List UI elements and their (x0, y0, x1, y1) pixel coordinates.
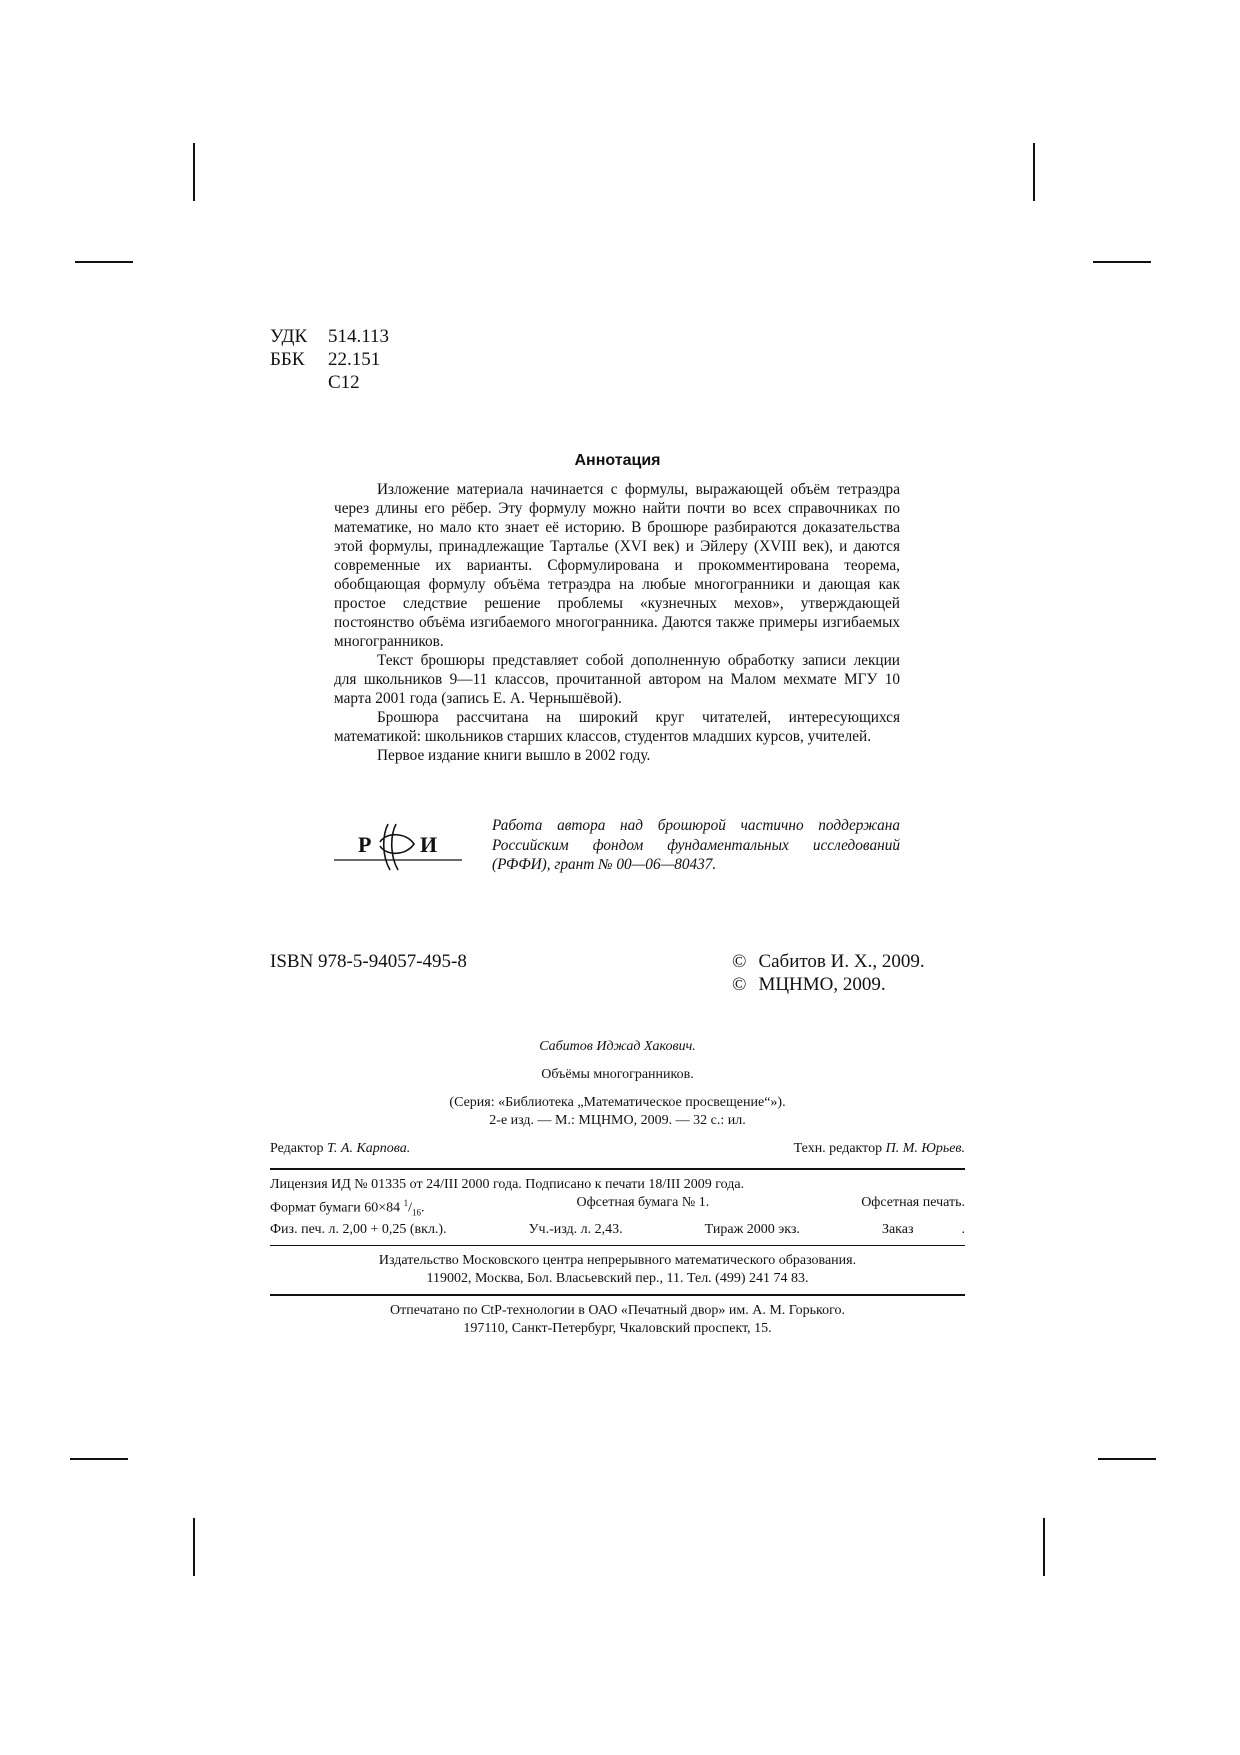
bbk-label: ББК (270, 349, 305, 370)
imprint-series: (Серия: «Библиотека „Математическое просвещение“»). (449, 1095, 786, 1110)
annotation-paragraph: Брошюра рассчитана на широкий круг читателей, интересующихся математикой: школьников старших классов, студентов младших курсов, учителей. (334, 709, 900, 745)
annotation-title: Аннотация (574, 452, 661, 469)
tech-editor (794, 1140, 965, 1158)
paper-type: Офсетная бумага № 1. (576, 1195, 710, 1210)
crop-mark (1093, 261, 1151, 263)
publisher-sheets: Уч.-изд. л. 2,43. (528, 1222, 623, 1238)
tech-editor-label: Техн. редактор (793, 1141, 883, 1156)
copyright-author: Сабитов И. Х., 2009. (758, 951, 925, 972)
crop-mark (70, 1458, 128, 1460)
publisher-address: 119002, Москва, Бол. Власьевский пер., 11. Тел. (499) 241 74 83. (426, 1271, 809, 1287)
format-prefix: Формат бумаги 60×84 (270, 1200, 401, 1216)
crop-mark (193, 143, 195, 201)
format-row (270, 1194, 965, 1221)
order-label: Заказ (881, 1222, 914, 1238)
grant-block (334, 816, 900, 876)
udk-value: 514.113 (328, 326, 390, 347)
imprint-edition: 2-е изд. — М.: МЦНМО, 2009. — 32 с.: ил. (489, 1113, 746, 1128)
svg-text:И: И (420, 832, 438, 857)
grant-text: Работа автора над брошюрой частично поддержана Российским фондом фундаментальных исследований (РФФИ), грант № 00—06—80437. (492, 817, 900, 873)
order-end: . (961, 1222, 965, 1238)
paper-format: Формат бумаги 60×84 $^1/_{16}$. (270, 1198, 425, 1218)
crop-mark (1043, 1518, 1045, 1576)
format-numerator: 1 (403, 1198, 409, 1208)
order (882, 1221, 965, 1239)
isbn: ISBN 978-5-94057-495-8 (270, 951, 467, 972)
crop-mark (1033, 143, 1035, 201)
bbk-value: 22.151 (328, 349, 381, 370)
editors-row (270, 1140, 965, 1158)
imprint-title: Объёмы многогранников. (541, 1067, 694, 1082)
printer-line: Отпечатано по CtP-технологии в ОАО «Печатный двор» им. А. М. Горького. (389, 1303, 845, 1319)
editor-name: Т. А. Карпова. (327, 1141, 411, 1156)
crop-mark (75, 261, 133, 263)
author-mark-row (270, 371, 389, 394)
imprint-author: Сабитов Иджад Хакович. (539, 1039, 696, 1054)
copyright-publisher: МЦНМО, 2009. (758, 974, 886, 995)
crop-mark (193, 1518, 195, 1576)
sheets-row (270, 1221, 965, 1239)
publisher-line: Издательство Московского центра непрерывного математического образования. (378, 1253, 857, 1269)
crop-mark (1098, 1458, 1156, 1460)
rffi-logo (334, 816, 462, 876)
annotation-paragraph: Первое издание книги вышло в 2002 году. (377, 747, 651, 764)
editor (270, 1140, 410, 1158)
format-denominator: 16 (412, 1207, 421, 1218)
printer-address: 197110, Санкт-Петербург, Чкаловский проспект, 15. (463, 1321, 772, 1337)
copyright-symbol: © (732, 974, 747, 995)
author-mark: С12 (328, 372, 360, 393)
physical-sheets: Физ. печ. л. 2,00 + 0,25 (вкл.). (270, 1222, 447, 1238)
editor-label: Редактор (270, 1141, 324, 1156)
print-type: Офсетная печать. (861, 1195, 965, 1210)
print-run: Тираж 2000 экз. (704, 1222, 800, 1238)
copyright-block (732, 950, 925, 996)
annotation-body (334, 480, 900, 765)
classification-codes (270, 325, 389, 394)
udk-row (270, 325, 389, 348)
license-line: Лицензия ИД № 01335 от 24/III 2000 года. Подписано к печати 18/III 2009 года. (270, 1177, 745, 1192)
udk-label: УДК (270, 326, 308, 347)
annotation-paragraph: Изложение материала начинается с формулы, выражающей объём тетраэдра через длины его рёбер. Эту формулу можно найти почти во всех справочниках по математике, но мало кто знает её историю. В брошюре разбираются доказательства этой формулы, принадлежащие Тартальe (XVI век) и Эйлеру (XVIII век), и даются современные их варианты. Сформулирована и прокомментирована теорема, обобщающая формулу объёма тетраэдра на любые многогранники и дающая как простое следствие решение проблемы «кузнечных мехов», утверждающей постоянство объёма изгибаемого многогранника. Даются также примеры изгибаемых многогранников. (334, 481, 900, 650)
imprint (270, 1038, 965, 1338)
svg-text:Р: Р (358, 832, 372, 857)
copyright-line (732, 950, 925, 973)
tech-editor-name: П. М. Юрьев. (885, 1141, 965, 1156)
annotation-paragraph: Текст брошюры представляет собой дополненную обработку записи лекции для школьников 9—11 классов, прочитанной автором на Малом мехмате МГУ 10 марта 2001 года (запись Е. А. Чернышёвой). (334, 652, 900, 707)
bbk-row (270, 348, 389, 371)
copyright-line (732, 973, 925, 996)
copyright-symbol: © (732, 951, 747, 972)
